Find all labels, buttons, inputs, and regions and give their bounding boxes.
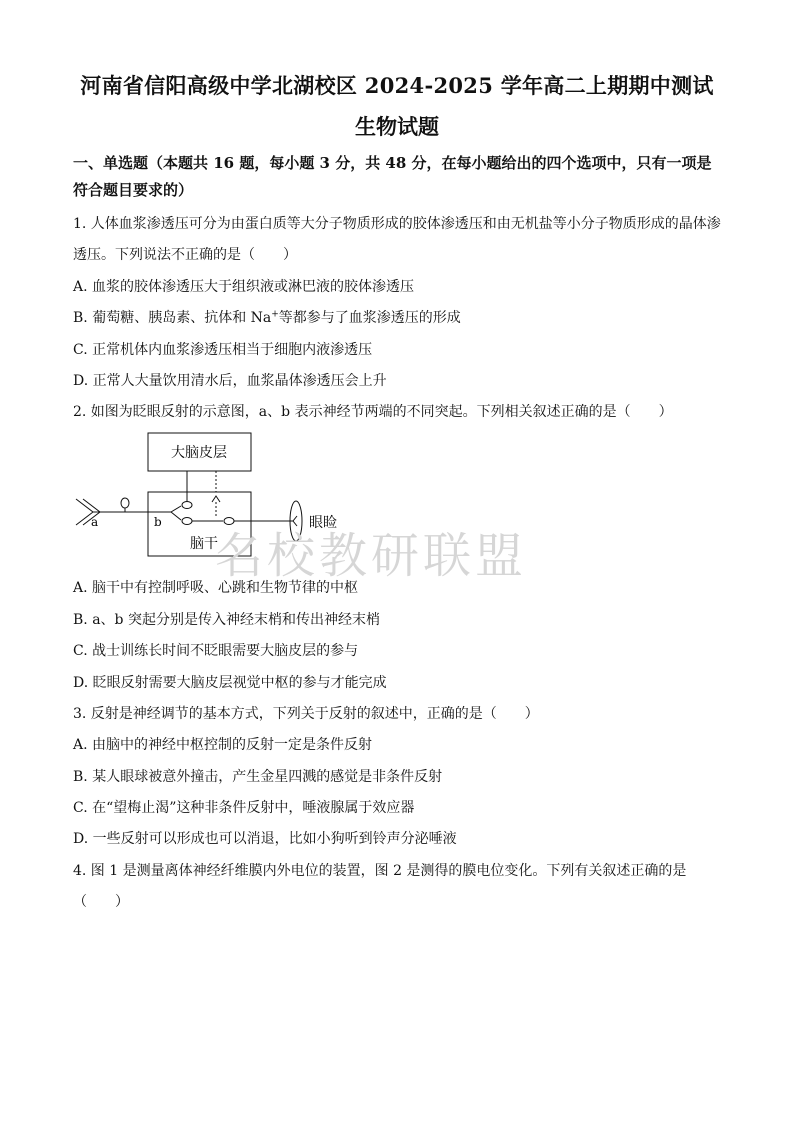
cortex-label: 大脑皮层	[171, 445, 227, 461]
q1-option-b	[73, 307, 461, 327]
q3-option-b: B. 某人眼球被意外撞击，产生金星四溅的感觉是非条件反射	[73, 769, 443, 785]
section-heading: 一、单选题（本题共 16 题，每小题 3 分，共 48 分，在每小题给出的四个选项中，只有一项是符合题目要求的）	[73, 154, 712, 199]
q1-option-b-pre: B. 葡萄糖、胰岛素、抗体和 Na	[73, 310, 272, 326]
q1-option-d: D. 正常人大量饮用清水后，血浆晶体渗透压会上升	[73, 373, 387, 389]
q2-option-a: A. 脑干中有控制呼吸、心跳和生物节律的中枢	[73, 580, 359, 596]
q1-stem-line2: 透压。下列说法不正确的是（ ）	[73, 247, 297, 263]
watermark: 名校教研联盟	[215, 528, 528, 584]
q3-option-d: D. 一些反射可以形成也可以消退，比如小狗听到铃声分泌唾液	[73, 831, 457, 847]
eyelid-label: 眼睑	[309, 515, 337, 531]
q3-stem: 3. 反射是神经调节的基本方式，下列关于反射的叙述中，正确的是（ ）	[73, 706, 539, 722]
subject-title: 生物试题	[355, 114, 439, 139]
q2-option-b: B. a、b 突起分别是传入神经末梢和传出神经末梢	[73, 612, 380, 628]
q1-option-c: C. 正常机体内血浆渗透压相当于细胞内液渗透压	[73, 342, 373, 358]
q2-stem: 2. 如图为眨眼反射的示意图，a、b 表示神经节两端的不同突起。下列相关叙述正确的是（ ）	[73, 404, 673, 420]
q4-stem-line2: （ ）	[73, 894, 129, 910]
brainstem-label: 脑干	[190, 536, 218, 552]
exam-title: 河南省信阳高级中学北湖校区 2024-2025 学年高二上期期中测试	[80, 73, 714, 98]
q1-stem-line1: 1. 人体血浆渗透压可分为由蛋白质等大分子物质形成的胶体渗透压和由无机盐等小分子物质形成的晶体渗	[73, 216, 721, 232]
label-a: a	[91, 515, 99, 529]
q1-option-a: A. 血浆的胶体渗透压大于组织液或淋巴液的胶体渗透压	[73, 279, 415, 295]
q3-option-a: A. 由脑中的神经中枢控制的反射一定是条件反射	[73, 737, 373, 753]
q4-stem-line1: 4. 图 1 是测量离体神经纤维膜内外电位的装置，图 2 是测得的膜电位变化。下列有关叙述正确的是	[73, 863, 687, 879]
q2-option-c: C. 战士训练长时间不眨眼需要大脑皮层的参与	[73, 643, 359, 659]
q3-option-c: C. 在“望梅止渴”这种非条件反射中，唾液腺属于效应器	[73, 800, 415, 816]
q2-option-d: D. 眨眼反射需要大脑皮层视觉中枢的参与才能完成	[73, 675, 387, 691]
q1-option-b-sup: +	[271, 309, 279, 320]
q1-option-b-post: 等都参与了血浆渗透压的形成	[278, 310, 461, 326]
label-b: b	[154, 515, 162, 529]
